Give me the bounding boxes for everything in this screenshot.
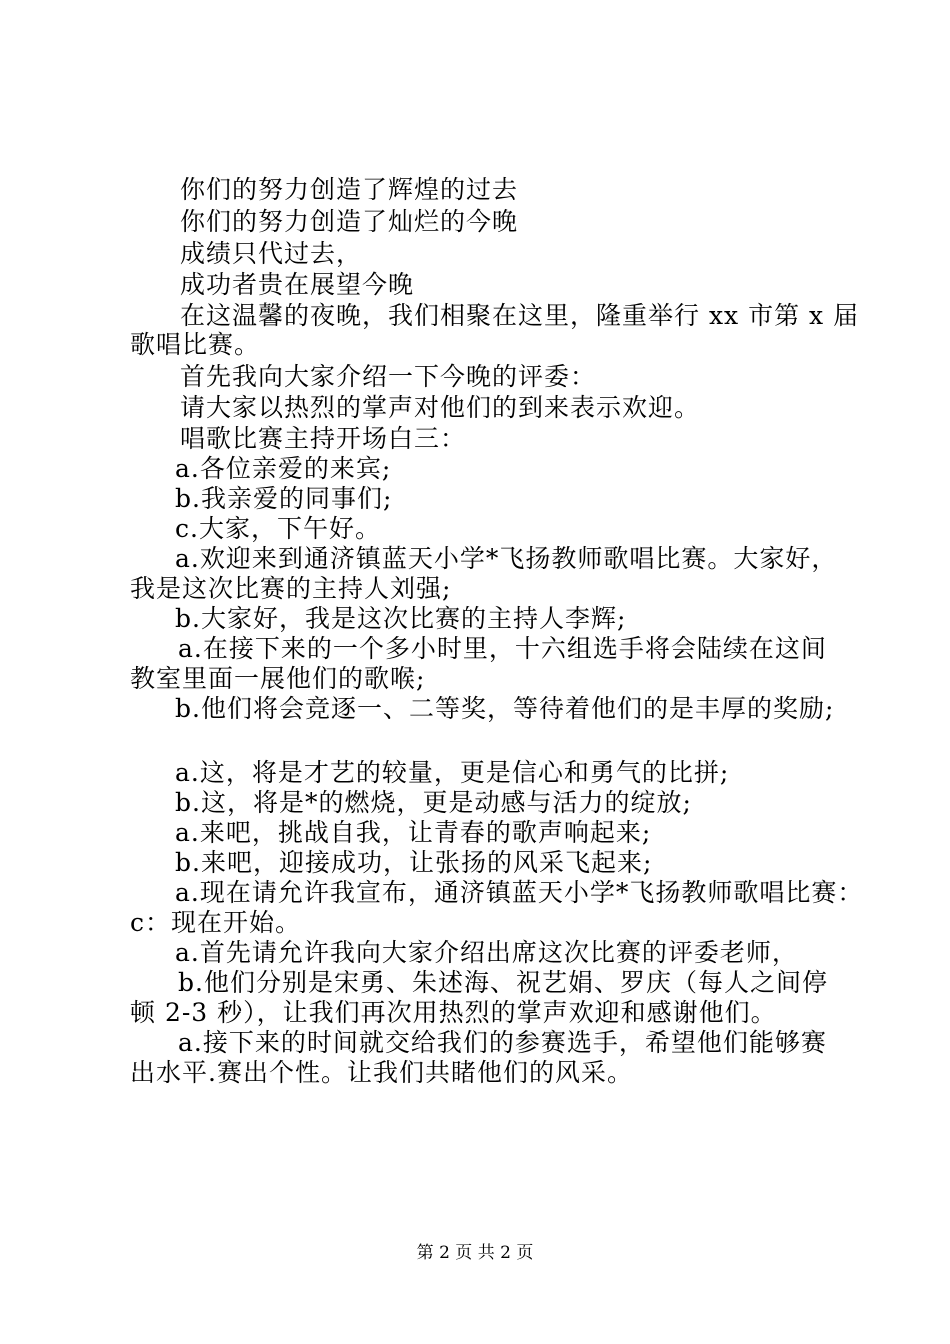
text-line: 成功者贵在展望今晚 [180, 270, 415, 299]
text-line: a.在接下来的一个多小时里，十六组选手将会陆续在这间 [178, 634, 827, 663]
text-line: 出水平.赛出个性。让我们共睹他们的风采。 [130, 1058, 633, 1087]
text-line: b.这，将是*的燃烧，更是动感与活力的绽放; [175, 788, 692, 817]
text-line: 首先我向大家介绍一下今晚的评委： [180, 362, 597, 391]
text-line: 我是这次比赛的主持人刘强; [130, 574, 452, 603]
text-line: b.我亲爱的同事们; [175, 484, 393, 513]
text-line: a.首先请允许我向大家介绍出席这次比赛的评委老师， [175, 938, 798, 967]
text-line: 你们的努力创造了辉煌的过去 [180, 175, 519, 204]
text-line: 歌唱比赛。 [130, 330, 261, 359]
text-line: 在这温馨的夜晚，我们相聚在这里，隆重举行 xx 市第 x 届 [180, 301, 860, 330]
text-line: 顿 2-3 秒），让我们再次用热烈的掌声欢迎和感谢他们。 [130, 998, 777, 1027]
text-line: a.现在请允许我宣布，通济镇蓝天小学*飞扬教师歌唱比赛： [175, 878, 864, 907]
text-line: c：现在开始。 [130, 908, 302, 937]
text-line: 你们的努力创造了灿烂的今晚 [180, 207, 519, 236]
text-line: b.他们将会竞逐一、二等奖，等待着他们的是丰厚的奖励; [175, 694, 835, 723]
text-line: a.这，将是才艺的较量，更是信心和勇气的比拼; [175, 758, 730, 787]
text-line: b.他们分别是宋勇、朱述海、祝艺娟、罗庆（每人之间停 [178, 968, 828, 997]
text-line: b.来吧，迎接成功，让张扬的风采飞起来; [175, 848, 653, 877]
text-line: 请大家以热烈的掌声对他们的到来表示欢迎。 [180, 393, 701, 422]
text-line: a.来吧，挑战自我，让青春的歌声响起来; [175, 818, 652, 847]
text-line: b.大家好，我是这次比赛的主持人李辉; [175, 604, 627, 633]
text-line: 成绩只代过去， [180, 239, 363, 268]
text-line: 教室里面一展他们的歌喉; [130, 664, 426, 693]
text-line: a.各位亲爱的来宾; [175, 454, 392, 483]
page-number-footer: 第 2 页 共 2 页 [416, 1243, 534, 1263]
text-line: c.大家，下午好。 [175, 514, 381, 543]
text-line: a.接下来的时间就交给我们的参赛选手，希望他们能够赛 [178, 1028, 827, 1057]
text-line: a.欢迎来到通济镇蓝天小学*飞扬教师歌唱比赛。大家好， [175, 544, 838, 573]
text-line: 唱歌比赛主持开场白三： [180, 424, 467, 453]
